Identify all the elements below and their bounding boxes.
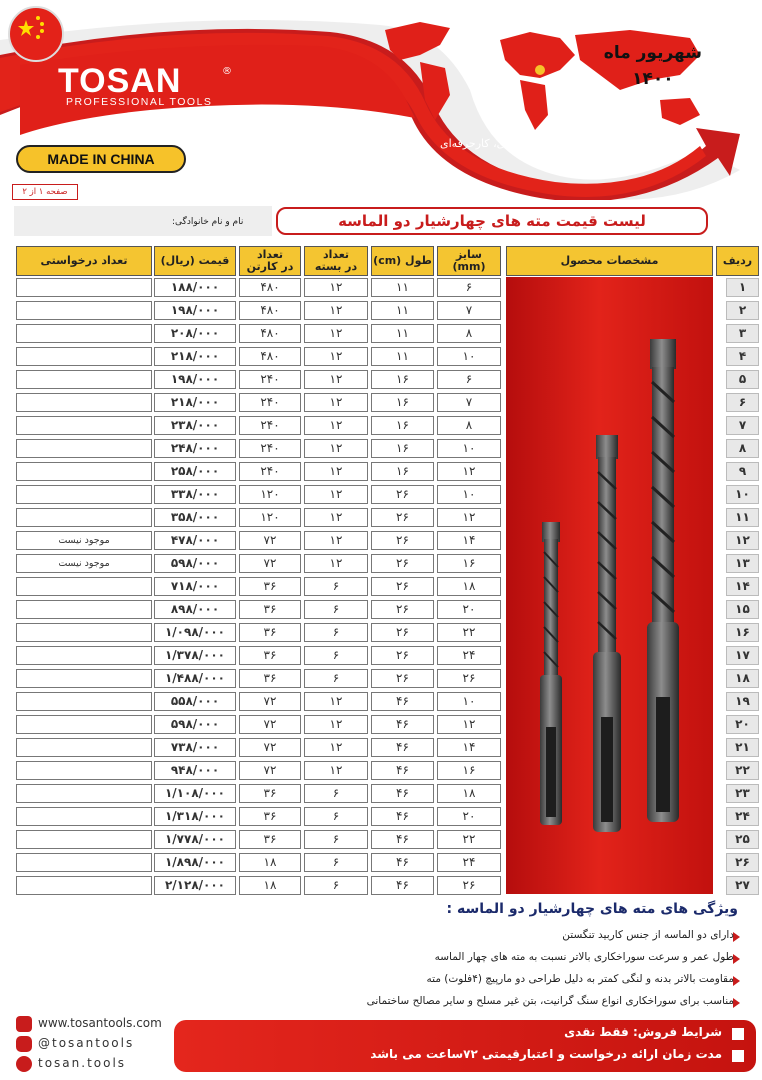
price-cell: ۲۱۸/۰۰۰ [154,393,236,412]
price-cell: ۱/۱۰۸/۰۰۰ [154,784,236,803]
table-row [0,278,762,299]
price-cell: ۳۵۸/۰۰۰ [154,508,236,527]
per-pack-cell: ۱۲ [304,370,368,389]
per-pack-cell: ۱۲ [304,347,368,366]
length-cell: ۱۶ [371,393,434,412]
per-carton-cell: ۳۶ [239,646,301,665]
per-pack-cell: ۶ [304,623,368,642]
brand-subtitle: PROFESSIONAL TOOLS [66,96,213,108]
request-qty-cell[interactable] [16,462,152,481]
telegram-icon [16,1056,32,1072]
price-cell: ۵۹۸/۰۰۰ [154,554,236,573]
row-number-cell: ۱۲ [726,531,759,550]
per-carton-cell: ۱۸ [239,853,301,872]
bullet-icon [733,932,740,942]
price-cell: ۱۸۸/۰۰۰ [154,278,236,297]
request-qty-cell[interactable] [16,738,152,757]
length-cell: ۲۶ [371,508,434,527]
size-cell: ۱۰ [437,439,501,458]
header [0,0,762,200]
feature-item: مقاومت بالاتر بدنه و لنگی کمتر به دلیل طراحی دو مارپیچ (۴فلوت) مته [426,973,734,985]
per-carton-cell: ۳۶ [239,807,301,826]
request-qty-cell[interactable] [16,876,152,895]
price-cell: ۲۴۸/۰۰۰ [154,439,236,458]
table-row [0,324,762,345]
row-number-cell: ۲۰ [726,715,759,734]
table-row [0,485,762,506]
row-number-cell: ۱۵ [726,600,759,619]
request-qty-cell[interactable] [16,439,152,458]
length-cell: ۴۶ [371,761,434,780]
size-cell: ۱۲ [437,715,501,734]
price-cell: ۴۷۸/۰۰۰ [154,531,236,550]
size-cell: ۱۰ [437,692,501,711]
per-carton-cell: ۷۲ [239,531,301,550]
customer-name-label: نام و نام خانوادگی: [172,217,244,227]
month-label: شهریور ماه [603,43,702,63]
size-cell: ۸ [437,416,501,435]
length-cell: ۱۶ [371,370,434,389]
table-row [0,807,762,828]
row-number-cell: ۲۶ [726,853,759,872]
table-row [0,462,762,483]
web-icon [16,1016,32,1032]
table-row [0,876,762,897]
table-row [0,830,762,851]
size-cell: ۲۲ [437,623,501,642]
price-cell: ۱/۷۷۸/۰۰۰ [154,830,236,849]
per-carton-cell: ۲۴۰ [239,393,301,412]
bullet-icon [733,954,740,964]
table-row [0,623,762,644]
price-cell: ۳۳۸/۰۰۰ [154,485,236,504]
per-carton-cell: ۱۲۰ [239,485,301,504]
per-pack-cell: ۱۲ [304,715,368,734]
table-row [0,715,762,736]
per-pack-cell: ۱۲ [304,692,368,711]
table-row [0,554,762,575]
per-carton-cell: ۲۴۰ [239,462,301,481]
request-qty-cell[interactable] [16,623,152,642]
length-cell: ۴۶ [371,853,434,872]
brand-slogan: فکرحرفه‌ای، کارحرفه‌ای [440,137,550,150]
table-row [0,784,762,805]
per-pack-cell: ۱۲ [304,324,368,343]
bullet-icon [733,976,740,986]
size-cell: ۱۴ [437,738,501,757]
length-cell: ۱۱ [371,278,434,297]
per-carton-cell: ۳۶ [239,669,301,688]
per-carton-cell: ۳۶ [239,784,301,803]
row-number-cell: ۲۷ [726,876,759,895]
checkbox-icon [732,1028,744,1040]
col-header-per-pack-line1: تعداد [322,248,350,261]
length-cell: ۲۶ [371,600,434,619]
price-cell: ۱/۳۷۸/۰۰۰ [154,646,236,665]
per-pack-cell: ۶ [304,600,368,619]
size-cell: ۲۶ [437,876,501,895]
per-carton-cell: ۳۶ [239,623,301,642]
telegram-text: tosan.tools [38,1056,127,1070]
table-row [0,393,762,414]
row-number-cell: ۲ [726,301,759,320]
length-cell: ۴۶ [371,876,434,895]
table-row [0,600,762,621]
per-pack-cell: ۶ [304,646,368,665]
row-number-cell: ۲۱ [726,738,759,757]
length-cell: ۱۱ [371,301,434,320]
size-cell: ۲۴ [437,646,501,665]
size-cell: ۱۰ [437,347,501,366]
per-pack-cell: ۶ [304,669,368,688]
col-header-specs: مشخصات محصول [506,246,713,276]
length-cell: ۲۶ [371,485,434,504]
row-number-cell: ۱۸ [726,669,759,688]
request-qty-cell[interactable]: موجود نیست [16,554,152,573]
per-carton-cell: ۴۸۰ [239,278,301,297]
table-row [0,439,762,460]
request-qty-cell[interactable] [16,669,152,688]
request-qty-cell[interactable] [16,761,152,780]
request-qty-cell[interactable]: موجود نیست [16,531,152,550]
row-number-cell: ۶ [726,393,759,412]
size-cell: ۱۲ [437,508,501,527]
per-pack-cell: ۱۲ [304,554,368,573]
feature-item: مناسب برای سوراخکاری انواع سنگ گرانیت، بتن غیر مسلح و سایر مصالح ساختمانی [366,995,734,1007]
size-cell: ۱۶ [437,554,501,573]
price-cell: ۲۳۸/۰۰۰ [154,416,236,435]
condition-validity: مدت زمان ارائه درخواست و اعتبارقیمتی ۷۲ساعت می باشد [370,1047,722,1061]
sales-conditions-box [174,1020,756,1072]
row-number-cell: ۳ [726,324,759,343]
col-header-row: ردیف [716,246,759,276]
year-label: ۱۴۰۰ [632,69,674,89]
size-cell: ۲۰ [437,807,501,826]
request-qty-cell[interactable] [16,485,152,504]
website-text: www.tosantools.com [38,1016,162,1030]
per-pack-cell: ۱۲ [304,393,368,412]
row-number-cell: ۹ [726,462,759,481]
request-qty-cell[interactable] [16,600,152,619]
length-cell: ۲۶ [371,531,434,550]
size-cell: ۲۲ [437,830,501,849]
price-cell: ۷۳۸/۰۰۰ [154,738,236,757]
per-pack-cell: ۱۲ [304,531,368,550]
size-cell: ۲۰ [437,600,501,619]
price-cell: ۲/۱۲۸/۰۰۰ [154,876,236,895]
per-carton-cell: ۳۶ [239,830,301,849]
size-cell: ۱۲ [437,462,501,481]
checkbox-icon [732,1050,744,1062]
table-row [0,370,762,391]
per-pack-cell: ۱۲ [304,301,368,320]
price-cell: ۱/۸۹۸/۰۰۰ [154,853,236,872]
request-qty-cell[interactable] [16,807,152,826]
length-cell: ۲۶ [371,623,434,642]
request-qty-cell[interactable] [16,278,152,297]
per-pack-cell: ۶ [304,830,368,849]
length-cell: ۱۶ [371,462,434,481]
price-cell: ۵۵۸/۰۰۰ [154,692,236,711]
per-carton-cell: ۲۴۰ [239,439,301,458]
row-number-cell: ۱۷ [726,646,759,665]
row-number-cell: ۲۴ [726,807,759,826]
request-qty-cell[interactable] [16,347,152,366]
size-cell: ۶ [437,278,501,297]
col-header-size: سایز (mm) [437,246,501,276]
per-carton-cell: ۲۴۰ [239,416,301,435]
length-cell: ۴۶ [371,784,434,803]
length-cell: ۴۶ [371,715,434,734]
per-carton-cell: ۳۶ [239,600,301,619]
request-qty-cell[interactable] [16,784,152,803]
col-header-per-carton [239,246,301,276]
row-number-cell: ۱۹ [726,692,759,711]
per-pack-cell: ۱۲ [304,738,368,757]
size-cell: ۱۴ [437,531,501,550]
row-number-cell: ۲۲ [726,761,759,780]
size-cell: ۱۸ [437,784,501,803]
row-number-cell: ۵ [726,370,759,389]
registered-mark: ® [222,66,232,77]
table-row [0,301,762,322]
price-cell: ۱۹۸/۰۰۰ [154,301,236,320]
price-cell: ۱/۳۱۸/۰۰۰ [154,807,236,826]
table-row [0,761,762,782]
per-pack-cell: ۱۲ [304,416,368,435]
price-cell: ۱/۰۹۸/۰۰۰ [154,623,236,642]
length-cell: ۱۱ [371,347,434,366]
size-cell: ۶ [437,370,501,389]
page-title: لیست قیمت مته های چهارشیار دو الماسه [276,207,708,235]
per-pack-cell: ۱۲ [304,485,368,504]
china-flag-icon [8,6,64,62]
col-header-per-carton-line2: در کارتن [246,260,294,273]
request-qty-cell[interactable] [16,324,152,343]
table-row [0,347,762,368]
price-cell: ۸۹۸/۰۰۰ [154,600,236,619]
size-cell: ۷ [437,301,501,320]
table-row [0,531,762,552]
per-carton-cell: ۷۲ [239,738,301,757]
per-carton-cell: ۷۲ [239,692,301,711]
per-carton-cell: ۲۴۰ [239,370,301,389]
request-qty-cell[interactable] [16,370,152,389]
col-header-price: قیمت (ریال) [154,246,236,276]
price-cell: ۱/۴۸۸/۰۰۰ [154,669,236,688]
instagram-icon [16,1036,32,1052]
row-number-cell: ۱۴ [726,577,759,596]
price-cell: ۹۴۸/۰۰۰ [154,761,236,780]
length-cell: ۴۶ [371,738,434,757]
row-number-cell: ۱۰ [726,485,759,504]
length-cell: ۱۶ [371,439,434,458]
request-qty-cell[interactable] [16,416,152,435]
row-number-cell: ۱۳ [726,554,759,573]
per-carton-cell: ۱۸ [239,876,301,895]
length-cell: ۲۶ [371,646,434,665]
size-cell: ۲۴ [437,853,501,872]
bullet-icon [733,998,740,1008]
col-header-length: طول (cm) [371,246,434,276]
price-cell: ۲۰۸/۰۰۰ [154,324,236,343]
size-cell: ۱۰ [437,485,501,504]
per-pack-cell: ۶ [304,577,368,596]
features-title: ویژگی های مته های چهارشیار دو الماسه : [446,901,738,917]
per-pack-cell: ۱۲ [304,439,368,458]
price-cell: ۷۱۸/۰۰۰ [154,577,236,596]
per-pack-cell: ۱۲ [304,761,368,780]
row-number-cell: ۱۱ [726,508,759,527]
instagram-text: @tosantools [38,1036,135,1050]
per-pack-cell: ۶ [304,784,368,803]
length-cell: ۲۶ [371,554,434,573]
price-cell: ۲۱۸/۰۰۰ [154,347,236,366]
request-qty-cell[interactable] [16,393,152,412]
table-row [0,738,762,759]
row-number-cell: ۱۶ [726,623,759,642]
price-cell: ۱۹۸/۰۰۰ [154,370,236,389]
request-qty-cell[interactable] [16,853,152,872]
per-pack-cell: ۱۲ [304,508,368,527]
made-in-badge: MADE IN CHINA [16,145,186,173]
brand-logo: TOSAN [58,62,182,100]
size-cell: ۲۶ [437,669,501,688]
per-carton-cell: ۷۲ [239,554,301,573]
per-carton-cell: ۴۸۰ [239,301,301,320]
length-cell: ۴۶ [371,807,434,826]
per-pack-cell: ۶ [304,853,368,872]
per-pack-cell: ۱۲ [304,278,368,297]
request-qty-cell[interactable] [16,301,152,320]
row-number-cell: ۷ [726,416,759,435]
page-indicator: صفحه ۱ از ۲ [12,184,78,200]
size-cell: ۱۸ [437,577,501,596]
table-row [0,577,762,598]
row-number-cell: ۸ [726,439,759,458]
size-cell: ۱۶ [437,761,501,780]
request-qty-cell[interactable] [16,577,152,596]
row-number-cell: ۲۵ [726,830,759,849]
request-qty-cell[interactable] [16,715,152,734]
per-pack-cell: ۶ [304,807,368,826]
per-carton-cell: ۳۶ [239,577,301,596]
request-qty-cell[interactable] [16,830,152,849]
size-cell: ۷ [437,393,501,412]
table-row [0,853,762,874]
table-row [0,646,762,667]
price-list-date [604,40,702,92]
feature-item: طول عمر و سرعت سوراخکاری بالاتر نسبت به مته های چهار الماسه [434,951,734,963]
per-carton-cell: ۱۲۰ [239,508,301,527]
per-pack-cell: ۱۲ [304,462,368,481]
table-row [0,692,762,713]
table-row [0,669,762,690]
col-header-per-pack [304,246,368,276]
feature-item: دارای دو الماسه از جنس کاربید تنگستن [562,929,734,941]
price-cell: ۵۹۸/۰۰۰ [154,715,236,734]
request-qty-cell[interactable] [16,646,152,665]
price-cell: ۲۵۸/۰۰۰ [154,462,236,481]
table-row [0,508,762,529]
length-cell: ۲۶ [371,577,434,596]
per-pack-cell: ۶ [304,876,368,895]
size-cell: ۸ [437,324,501,343]
col-header-per-pack-line2: در بسته [314,260,358,273]
request-qty-cell[interactable] [16,508,152,527]
per-carton-cell: ۷۲ [239,715,301,734]
length-cell: ۴۶ [371,692,434,711]
per-carton-cell: ۷۲ [239,761,301,780]
row-number-cell: ۱ [726,278,759,297]
length-cell: ۱۱ [371,324,434,343]
per-carton-cell: ۴۸۰ [239,324,301,343]
length-cell: ۴۶ [371,830,434,849]
request-qty-cell[interactable] [16,692,152,711]
per-carton-cell: ۴۸۰ [239,347,301,366]
col-header-request: تعداد درخواستی [16,246,152,276]
condition-payment: شرایط فروش: فقط نقدی [564,1025,722,1039]
col-header-per-carton-line1: تعداد [256,248,284,261]
row-number-cell: ۲۳ [726,784,759,803]
table-row [0,416,762,437]
length-cell: ۲۶ [371,669,434,688]
row-number-cell: ۴ [726,347,759,366]
length-cell: ۱۶ [371,416,434,435]
